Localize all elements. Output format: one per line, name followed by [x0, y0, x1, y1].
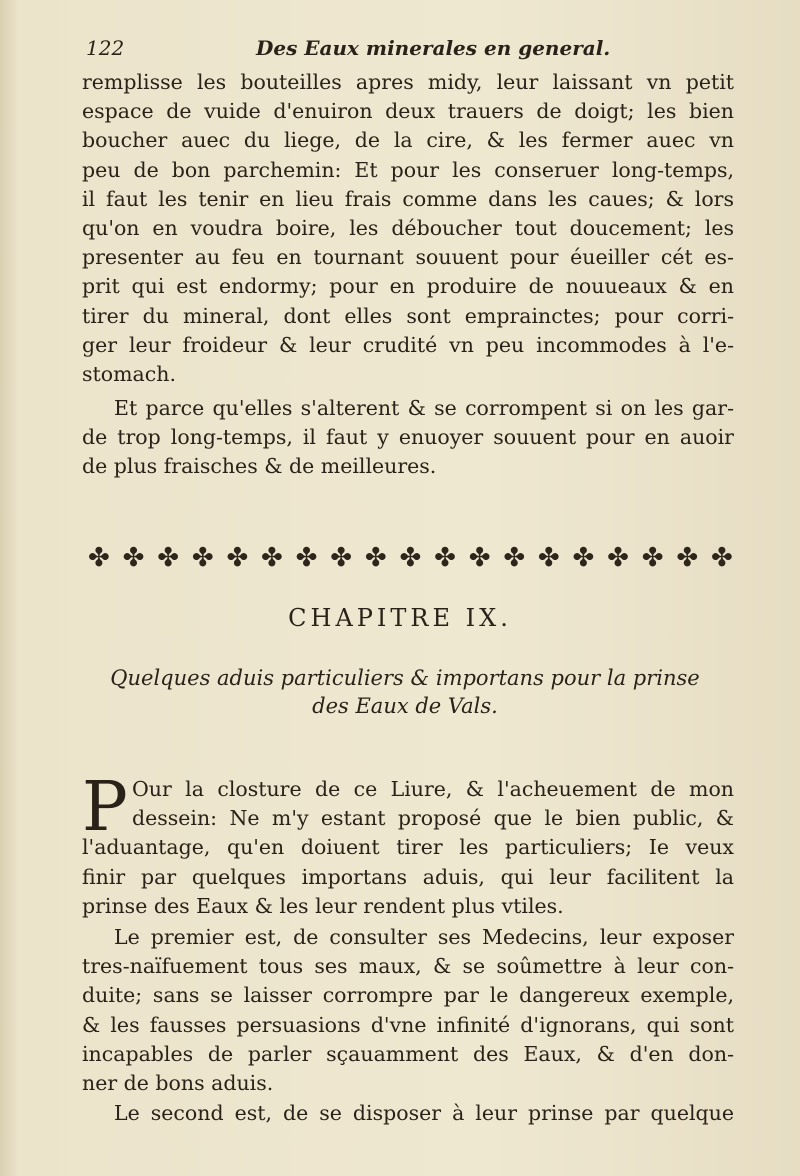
- fleuron-ornament-icon: ✤: [641, 543, 663, 573]
- fleuron-ornament-icon: ✤: [88, 543, 109, 573]
- fleuron-ornament-icon: ✤: [537, 543, 559, 573]
- text-line: Le second est, de se disposer à leur prinse par quelque: [114, 1101, 734, 1125]
- fleuron-ornament-icon: ✤: [676, 543, 698, 573]
- fleuron-ornament-icon: ✤: [191, 543, 213, 573]
- paragraph-second-advice: [82, 1099, 734, 1128]
- text-line: peu de bon parchemin: Et pour les conseruer long-temps,: [82, 157, 734, 182]
- fleuron-ornament-icon: ✤: [710, 543, 732, 573]
- text-line: remplisse les bouteilles apres midy, leur laissant vn petit: [82, 70, 734, 94]
- fleuron-ornament-icon: ✤: [572, 543, 594, 573]
- text-line: dessein: Ne m'y estant proposé que le bien public, &: [132, 806, 734, 831]
- paragraph-intro: [82, 768, 734, 921]
- chapter-subtitle-line: des Eaux de Vals.: [312, 694, 498, 718]
- text-line: prinse des Eaux & les leur rendent plus vtiles.: [82, 893, 564, 918]
- text-line: stomach.: [82, 362, 176, 387]
- text-line: qu'on en voudra boire, les déboucher tout doucement; les: [82, 216, 734, 241]
- fleuron-ornament-icon: ✤: [434, 543, 455, 573]
- fleuron-ornament-icon: ✤: [399, 543, 421, 573]
- text-line: tres-naïfuement tous ses maux, & se soûmettre à leur con-: [82, 954, 734, 979]
- fleuron-ornament-icon: ✤: [157, 543, 179, 573]
- text-line: ner de bons aduis.: [82, 1071, 274, 1096]
- text-line: espace de vuide d'enuiron deux trauers de doigt; les bien: [82, 99, 734, 124]
- text-line: finir par quelques importans aduis, qui leur facilitent la: [82, 864, 734, 889]
- text-line: tirer du mineral, dont elles sont emprainctes; pour corri-: [82, 303, 734, 328]
- chapter-subtitle: [100, 664, 710, 720]
- text-line: presenter au feu en tournant souuent pour éueiller cét es-: [82, 245, 734, 270]
- running-title: Des Eaux minerales en general.: [256, 36, 611, 60]
- page-header: [80, 36, 740, 62]
- chapter-heading: CHAPITRE IX.: [288, 604, 512, 632]
- fleuron-ornament-icon: ✤: [261, 543, 282, 573]
- text-line: duite; sans se laisser corrompre par le dangereux exemple,: [82, 983, 734, 1008]
- text-line: de trop long-temps, il faut y enuoyer souuent pour en auoir: [82, 425, 734, 450]
- paragraph-alter: [82, 394, 734, 482]
- paragraph-continuation: [82, 68, 734, 389]
- drop-cap-letter: P: [82, 768, 128, 847]
- fleuron-ornament-icon: ✤: [226, 543, 248, 573]
- text-line: incapables de parler sçauamment des Eaux, & d'en don-: [82, 1041, 734, 1066]
- text-line: boucher auec du liege, de la cire, & les fermer auec vn: [82, 128, 734, 153]
- chapter-subtitle-line: Quelques aduis particuliers & importans pour la prinse: [110, 666, 700, 690]
- text-line: Le premier est, de consulter ses Medecins, leur exposer: [114, 925, 734, 949]
- decorative-ornament-band: [88, 540, 732, 576]
- fleuron-ornament-icon: ✤: [364, 543, 386, 573]
- fleuron-ornament-icon: ✤: [330, 543, 352, 573]
- text-line: il faut les tenir en lieu frais comme dans les caues; & lors: [82, 186, 734, 211]
- fleuron-ornament-icon: ✤: [122, 543, 144, 573]
- text-line: l'aduantage, qu'en doiuent tirer les particuliers; Ie veux: [82, 835, 734, 860]
- fleuron-ornament-icon: ✤: [468, 543, 490, 573]
- text-line: de plus fraisches & de meilleures.: [82, 454, 437, 479]
- text-line: prit qui est endormy; pour en produire de nouueaux & en: [82, 274, 734, 299]
- page-number: 122: [86, 36, 125, 60]
- paragraph-first-advice: [82, 923, 734, 1098]
- fleuron-ornament-icon: ✤: [503, 543, 525, 573]
- text-line: & les fausses persuasions d'vne infinité d'ignorans, qui sont: [82, 1012, 734, 1037]
- fleuron-ornament-icon: ✤: [295, 543, 317, 573]
- text-line: ger leur froideur & leur crudité vn peu incommodes à l'e-: [82, 332, 734, 357]
- fleuron-ornament-icon: ✤: [607, 543, 628, 573]
- text-line: Et parce qu'elles s'alterent & se corrompent si on les gar-: [114, 396, 734, 420]
- text-line: Our la closture de ce Liure, & l'acheuement de mon: [132, 777, 734, 801]
